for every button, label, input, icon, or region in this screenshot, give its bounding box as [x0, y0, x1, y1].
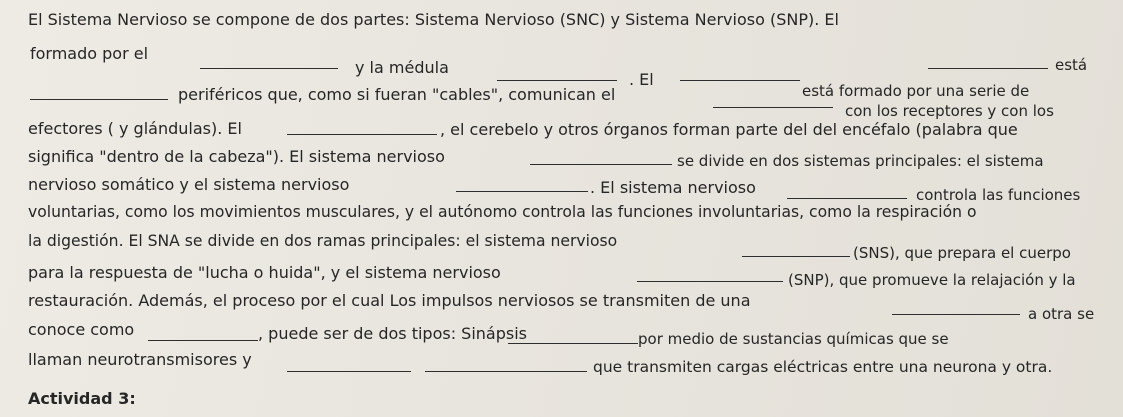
text-line-12a: llaman neurotransmisores y	[28, 350, 252, 369]
text-line-3a: periféricos que, como si fueran "cables", comunican el	[178, 85, 616, 104]
text-line-2d: está	[1055, 56, 1088, 74]
blank-11b[interactable]	[508, 343, 638, 344]
text-line-11a: conoce como	[28, 320, 135, 339]
text-line-8a: la digestión. El SNA se divide en dos ramas principales: el sistema nervioso	[28, 232, 618, 250]
activity-heading: Actividad 3:	[28, 389, 136, 408]
blank-6b[interactable]	[787, 198, 907, 199]
blank-6a[interactable]	[456, 191, 588, 192]
text-line-11c: por medio de sustancias químicas que se	[638, 330, 949, 348]
blank-12b[interactable]	[425, 371, 587, 372]
blank-11a[interactable]	[148, 340, 258, 341]
text-line-2c: . El	[629, 70, 654, 89]
text-line-4b: , el cerebelo y otros órganos forman parte del del encéfalo (palabra que	[440, 120, 1018, 139]
blank-4a[interactable]	[287, 134, 437, 135]
blank-2c[interactable]	[680, 80, 800, 81]
blank-8a[interactable]	[742, 256, 850, 257]
blank-3a[interactable]	[30, 99, 168, 100]
text-line-10a: restauración. Además, el proceso por el cual Los impulsos nerviosos se transmiten de una	[28, 291, 751, 310]
text-line-7: voluntarias, como los movimientos musculares, y el autónomo controla las funciones involuntarias, como la respiración o	[28, 203, 977, 221]
blank-10a[interactable]	[892, 314, 1020, 315]
blank-2b[interactable]	[497, 80, 617, 81]
text-line-1: El Sistema Nervioso se compone de dos partes: Sistema Nervioso (SNC) y Sistema Nervioso (SNP). El	[28, 10, 839, 29]
text-line-5a: significa "dentro de la cabeza"). El sistema nervioso	[28, 147, 445, 166]
text-line-6a: nervioso somático y el sistema nervioso	[28, 175, 350, 194]
blank-2a[interactable]	[200, 68, 338, 69]
text-line-11b: , puede ser de dos tipos: Sinápsis	[258, 324, 527, 343]
text-line-6b: . El sistema nervioso	[590, 178, 756, 197]
blank-12a[interactable]	[287, 371, 411, 372]
blank-5a[interactable]	[530, 164, 672, 165]
blank-1b[interactable]	[928, 68, 1048, 69]
text-line-9a: para la respuesta de "lucha o huida", y el sistema nervioso	[28, 263, 501, 282]
text-line-3b: con los receptores y con los	[845, 102, 1054, 120]
text-line-10b: a otra se	[1028, 305, 1095, 323]
text-line-5b: se divide en dos sistemas principales: el sistema	[677, 152, 1044, 170]
text-line-4a: efectores ( y glándulas). El	[28, 119, 242, 138]
text-line-9b: (SNP), que promueve la relajación y la	[788, 271, 1076, 289]
blank-3b[interactable]	[713, 107, 833, 108]
text-line-12b: que transmiten cargas eléctricas entre una neurona y otra.	[593, 358, 1053, 376]
text-line-2a: formado por el	[30, 44, 149, 63]
blank-9a[interactable]	[637, 281, 783, 282]
text-line-6c: controla las funciones	[916, 186, 1081, 204]
text-line-8b: (SNS), que prepara el cuerpo	[853, 244, 1071, 262]
text-line-2b: y la médula	[355, 58, 449, 77]
text-line-2e: está formado por una serie de	[802, 82, 1030, 100]
